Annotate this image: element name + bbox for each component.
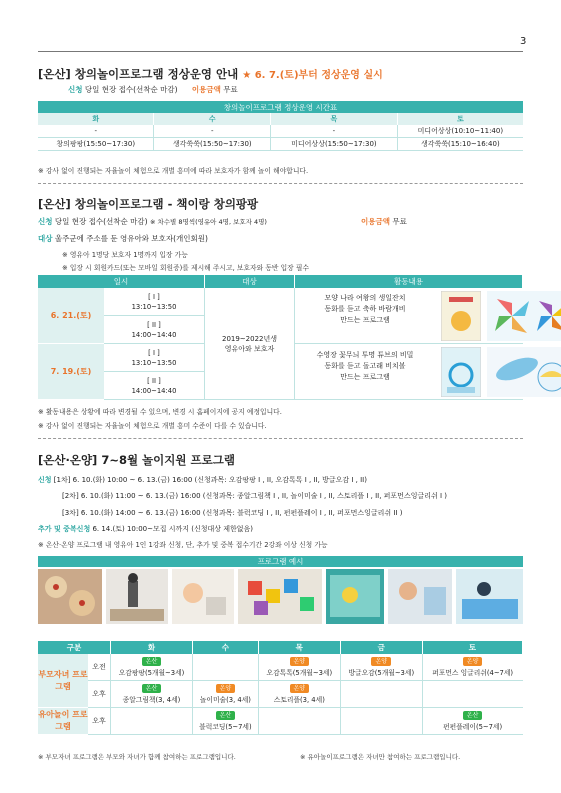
section2-target xyxy=(38,233,208,244)
weekly-header: 구분 xyxy=(38,641,111,654)
session-label: [ I ] xyxy=(148,348,160,357)
schedule-cell: 미디어상상(10:10~11:40) xyxy=(397,125,523,138)
weekly-header: 금 xyxy=(340,641,422,654)
program-date: 6. 21.(토) xyxy=(38,288,104,344)
badge-onyang: 온양 xyxy=(290,684,310,693)
program-name: 방글오감(5개월~3세) xyxy=(348,669,415,677)
program-target xyxy=(205,288,295,400)
activity-line: 만드는 프로그램 xyxy=(340,373,390,381)
program-activity xyxy=(295,344,523,400)
photo-mat-play xyxy=(326,569,384,624)
group-parent-child: 부모자녀 프로그램 xyxy=(38,654,88,708)
photo-pizza-art xyxy=(38,569,102,624)
badge-onyang: 온양 xyxy=(216,684,236,693)
photo-blocks xyxy=(238,569,322,624)
group-child: 유아놀이 프로그램 xyxy=(38,708,88,735)
activity-line: 모양 나라 여왕의 생일잔치 xyxy=(324,294,406,302)
cell-fri-pm xyxy=(340,681,422,708)
book-cover-image xyxy=(441,291,481,341)
session-time: 13:10~13:50 xyxy=(131,358,177,367)
photo-coding xyxy=(456,569,523,624)
session-time: 14:00~14:40 xyxy=(131,386,177,395)
cell-sat-pm xyxy=(422,681,522,708)
program-time xyxy=(104,344,205,372)
page-number: 3 xyxy=(520,36,527,47)
photo-toys xyxy=(172,569,234,624)
photo-craft xyxy=(388,569,452,624)
section2-sub1: ※ 영유아 1명당 보호자 1명까지 입장 가능 xyxy=(62,251,188,259)
fee-text: 무료 xyxy=(223,85,238,94)
badge-onsan: 온산 xyxy=(463,711,483,720)
cell-thu-am xyxy=(258,654,340,681)
weekly-header: 수 xyxy=(192,641,258,654)
program-name: 종알그림책(3, 4세) xyxy=(122,696,181,704)
schedule-header: 토 xyxy=(397,113,523,125)
activity-line: 만드는 프로그램 xyxy=(340,316,390,324)
cell-thu-pm xyxy=(258,681,340,708)
schedule-table xyxy=(38,101,523,151)
program-header: 일시 xyxy=(38,275,205,288)
section2-fee xyxy=(361,216,407,227)
section1-title xyxy=(38,66,383,82)
divider xyxy=(38,183,523,184)
program-name: 오감톡톡(5개월~3세) xyxy=(266,669,333,677)
program-name: 오감팡팡(5개월~3세) xyxy=(118,669,185,677)
dolphin-ball-photo xyxy=(487,347,561,397)
weekly-program-table xyxy=(38,641,523,735)
cell-tue-am xyxy=(111,654,193,681)
extra-label: 추가 및 중복신청 xyxy=(38,525,91,533)
apply-label: 신청 xyxy=(38,217,53,226)
apply-label: 신청 xyxy=(68,85,83,94)
target-who: 영유아와 보호자 xyxy=(224,344,275,353)
time-pm: 오후 xyxy=(88,681,111,708)
badge-onsan: 온산 xyxy=(142,657,162,666)
cell-sat-am xyxy=(422,654,522,681)
program-name: 펀펀플레이(5~7세) xyxy=(443,723,503,731)
cell-tue-pm xyxy=(111,681,193,708)
section1-note: ※ 강사 없이 진행되는 자율놀이 체험으로 개별 흥미에 따라 보호자가 함께 놀이 해야합니다. xyxy=(38,167,309,175)
examples-banner: 프로그램 예시 xyxy=(38,556,523,567)
badge-onyang: 온양 xyxy=(290,657,310,666)
apply-note: ※ 차수별 8명씩(영유아 4명, 보호자 4명) xyxy=(149,218,267,226)
section3-round1 xyxy=(38,475,367,485)
section3-extra xyxy=(38,524,253,534)
activity-text xyxy=(305,350,425,383)
cell-tue-child xyxy=(111,708,193,735)
program-header: 대상 xyxy=(205,275,295,288)
round1-text: [1차] 6. 10.(화) 10:00 ~ 6. 13.(금) 16:00 (신청과목: 오감팡팡 I , II, 오감톡톡 I , II, 방글오감 I , II) xyxy=(53,476,367,484)
schedule-cell: - xyxy=(271,125,398,138)
cell-wed-am xyxy=(192,654,258,681)
session-time: 14:00~14:40 xyxy=(131,330,177,339)
session-label: [ II ] xyxy=(147,320,161,329)
weekly-header: 화 xyxy=(111,641,193,654)
section3-round3: [3차] 6. 10.(화) 14:00 ~ 6. 13.(금) 16:00 (신청과목: 블럭코딩 I , II, 펀펀플레이 I , II, 퍼포먼스잉글리쉬 II ) xyxy=(62,509,403,517)
activity-line: 동화를 듣고 돌고래 비치볼 xyxy=(324,362,406,370)
section2-note1: ※ 활동내용은 상황에 따라 변경될 수 있으며, 변경 시 홈페이지에 공지 예정입니다. xyxy=(38,408,282,416)
cell-thu-child xyxy=(258,708,340,735)
schedule-cell: 창의팡팡(15:50~17:30) xyxy=(38,138,154,151)
schedule-cell: 생각쑥쑥(15:10~16:40) xyxy=(397,138,523,151)
apply-text: 당일 현장 접수(선착순 마감) xyxy=(54,217,148,226)
activity-text xyxy=(305,293,425,326)
schedule-header: 화 xyxy=(38,113,154,125)
session-label: [ II ] xyxy=(147,376,161,385)
target-text: 울주군에 주소를 둔 영유아와 보호자(개인회원) xyxy=(54,234,208,243)
program-name: 블럭코딩(5~7세) xyxy=(199,723,252,731)
cell-fri-child xyxy=(340,708,422,735)
time-am: 오전 xyxy=(88,654,111,681)
section2-sub2: ※ 입장 시 회원카드(또는 모바일 회원증)를 제시해 주시고, 보호자와 동반 입장 필수 xyxy=(62,264,310,272)
footnote-child: ※ 유아놀이프로그램은 자녀만 참여하는 프로그램입니다. xyxy=(300,753,461,761)
section2-note2: ※ 강사 없이 진행되는 자율놀이 체험으로 개별 흥미 수준이 다를 수 있습니다. xyxy=(38,422,267,430)
badge-onyang: 온양 xyxy=(371,657,391,666)
section1-apply xyxy=(68,84,238,95)
section2-apply xyxy=(38,216,267,227)
time-pm: 오후 xyxy=(88,708,111,735)
schedule-header: 수 xyxy=(154,113,271,125)
pinwheel-photo xyxy=(487,291,561,341)
section1-notice: ★ 6. 7.(토)부터 정상운영 실시 xyxy=(242,70,383,81)
top-divider xyxy=(38,51,523,52)
target-years: 2019~2022년생 xyxy=(221,334,278,343)
session-label: [ I ] xyxy=(148,292,160,301)
book-cover-image xyxy=(441,347,481,397)
weekly-header: 목 xyxy=(258,641,340,654)
session-time: 13:10~13:50 xyxy=(131,302,177,311)
program-time xyxy=(104,316,205,344)
weekly-header: 토 xyxy=(422,641,522,654)
schedule-cell: 생각쑥쑥(15:50~17:30) xyxy=(154,138,271,151)
section3-round2: [2차] 6. 10.(화) 11:00 ~ 6. 13.(금) 16:00 (신청과목: 종알그림책 I , II, 놀이미술 I , II, 스토리플 I , II, 퍼포먼스잉글리쉬 I ) xyxy=(62,492,448,500)
program-photo-strip xyxy=(38,569,523,624)
badge-onyang: 온양 xyxy=(463,657,483,666)
section3-title: [온산·온양] 7~8월 놀이지원 프로그램 xyxy=(38,453,235,467)
program-date: 7. 19.(토) xyxy=(38,344,104,400)
target-label: 대상 xyxy=(38,234,53,243)
cell-fri-am xyxy=(340,654,422,681)
badge-onsan: 온산 xyxy=(216,711,236,720)
cell-wed-pm xyxy=(192,681,258,708)
program-name: 스토리플(3, 4세) xyxy=(273,696,325,704)
schedule-cell: 미디어상상(15:50~17:30) xyxy=(271,138,398,151)
extra-text: 6. 14.(토) 10:00~모집 시까지 (신청대상 제한없음) xyxy=(92,525,254,533)
program-name: 놀이미술(3, 4세) xyxy=(199,696,251,704)
program-time xyxy=(104,372,205,400)
program-header: 활동내용 xyxy=(295,275,523,288)
fee-text: 무료 xyxy=(392,217,407,226)
schedule-caption: 창의놀이프로그램 정상운영 시간표 xyxy=(38,101,523,113)
schedule-cell: - xyxy=(38,125,154,138)
schedule-cell: - xyxy=(154,125,271,138)
apply-text: 당일 현장 접수(선착순 마감) xyxy=(84,85,178,94)
section2-title: [온산] 창의놀이프로그램 - 책이랑 창의팡팡 xyxy=(38,197,259,211)
cell-sat-child xyxy=(422,708,522,735)
schedule-header: 목 xyxy=(271,113,398,125)
fee-label: 이용금액 xyxy=(191,85,221,94)
badge-onsan: 온산 xyxy=(142,684,162,693)
divider xyxy=(38,438,523,439)
activity-line: 동화를 듣고 축하 바람개비 xyxy=(324,305,406,313)
activity-line: 수영장 꽃무늬 투명 튜브의 비밀 xyxy=(316,351,414,359)
program-table xyxy=(38,275,523,400)
footnote-parent-child: ※ 부모자녀 프로그램은 부모와 자녀가 함께 참여하는 프로그램입니다. xyxy=(38,753,236,761)
section3-note: ※ 온산·온양 프로그램 내 영유아 1인 1강좌 신청, 단, 추가 및 중복 접수기간 2강좌 이상 신청 가능 xyxy=(38,541,328,549)
program-time xyxy=(104,288,205,316)
apply-label: 신청 xyxy=(38,476,52,484)
section1-title-text: [온산] 창의놀이프로그램 정상운영 안내 xyxy=(38,67,239,81)
cell-wed-child xyxy=(192,708,258,735)
program-name: 퍼포먼스 잉글리쉬(4~7세) xyxy=(432,669,514,677)
program-activity xyxy=(295,288,523,344)
photo-classroom xyxy=(106,569,168,624)
fee-label: 이용금액 xyxy=(361,217,390,226)
